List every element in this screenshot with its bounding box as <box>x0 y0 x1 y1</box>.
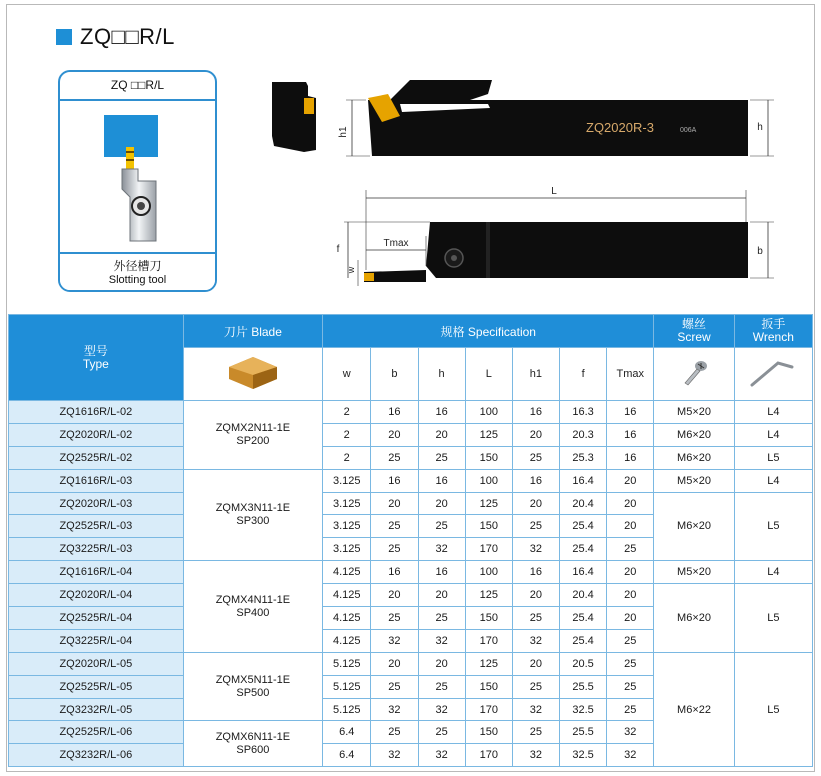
spec-tmax-cell: 25 <box>607 652 654 675</box>
spec-w-cell: 6.4 <box>323 721 371 744</box>
wrench-cell: L5 <box>734 492 812 561</box>
spec-b-cell: 25 <box>371 721 418 744</box>
spec-w-cell: 3.125 <box>323 515 371 538</box>
label-w: w <box>346 266 356 274</box>
spec-h-cell: 20 <box>418 584 465 607</box>
type-cell: ZQ2525R/L-02 <box>9 446 184 469</box>
spec-f-cell: 20.3 <box>560 423 607 446</box>
spec-w-cell: 2 <box>323 423 371 446</box>
spec-l-cell: 150 <box>465 607 512 630</box>
spec-f-cell: 20.4 <box>560 584 607 607</box>
spec-f-cell: 25.4 <box>560 607 607 630</box>
tool-marking: ZQ2020R-3 <box>586 120 654 135</box>
spec-b-cell: 25 <box>371 446 418 469</box>
spec-h1-cell: 16 <box>512 561 559 584</box>
blade-grade: SP400 <box>236 606 270 619</box>
spec-tmax-cell: 25 <box>607 698 654 721</box>
type-cell: ZQ2525R/L-04 <box>9 607 184 630</box>
spec-h-cell: 32 <box>418 538 465 561</box>
spec-tmax-cell: 20 <box>607 584 654 607</box>
spec-w-cell: 4.125 <box>323 584 371 607</box>
screw-cn: 螺丝 <box>682 317 707 331</box>
tool-small-mark: 006A <box>680 127 697 134</box>
spec-h1-cell: 20 <box>512 492 559 515</box>
spec-h-cell: 32 <box>418 698 465 721</box>
blade-code: ZQMX6N11-1E <box>215 730 291 743</box>
wrench-cell: L4 <box>734 469 812 492</box>
type-cell: ZQ1616R/L-04 <box>9 561 184 584</box>
spec-f-cell: 16.3 <box>560 401 607 424</box>
spec-tmax-cell: 16 <box>607 446 654 469</box>
table-row <box>9 446 813 469</box>
col-b: b <box>371 348 418 401</box>
blade-code: ZQMX2N11-1E <box>215 421 291 434</box>
spec-l-cell: 100 <box>465 561 512 584</box>
spec-l-cell: 170 <box>465 538 512 561</box>
spec-h1-cell: 20 <box>512 423 559 446</box>
tool-card <box>58 70 217 292</box>
blade-cell <box>183 721 323 767</box>
spec-l-cell: 125 <box>465 492 512 515</box>
wrench-icon <box>748 357 798 389</box>
wrench-cn: 扳手 <box>761 317 786 331</box>
type-cell: ZQ2020R/L-04 <box>9 584 184 607</box>
tool-drawings <box>260 60 810 300</box>
screw-cell: M6×20 <box>654 584 734 653</box>
spec-h1-cell: 32 <box>512 698 559 721</box>
spec-h-cell: 20 <box>418 492 465 515</box>
spec-h-cell: 20 <box>418 652 465 675</box>
wrench-cell: L5 <box>734 446 812 469</box>
table-row <box>9 584 813 607</box>
spec-h1-cell: 32 <box>512 538 559 561</box>
blade-cell <box>183 652 323 721</box>
spec-b-cell: 16 <box>371 561 418 584</box>
blade-cell <box>183 561 323 653</box>
type-cell: ZQ1616R/L-02 <box>9 401 184 424</box>
spec-h1-cell: 16 <box>512 469 559 492</box>
screw-en: Screw <box>677 330 711 344</box>
spec-w-cell: 5.125 <box>323 698 371 721</box>
spec-w-cell: 5.125 <box>323 652 371 675</box>
spec-l-cell: 150 <box>465 675 512 698</box>
spec-tmax-cell: 20 <box>607 469 654 492</box>
spec-l-cell: 170 <box>465 698 512 721</box>
type-en: Type <box>82 356 109 371</box>
card-caption <box>60 252 215 290</box>
side-view <box>338 80 774 156</box>
screw-cell: M6×20 <box>654 492 734 561</box>
spec-table <box>8 314 813 767</box>
label-h1: h1 <box>338 126 349 138</box>
type-cn: 型号 <box>83 343 108 358</box>
blade-cell <box>183 469 323 561</box>
spec-h-cell: 25 <box>418 515 465 538</box>
col-f: f <box>560 348 607 401</box>
wrench-cell: L5 <box>734 652 812 766</box>
spec-w-cell: 4.125 <box>323 561 371 584</box>
blade-code: ZQMX3N11-1E <box>215 501 291 514</box>
spec-h1-cell: 25 <box>512 515 559 538</box>
label-b: b <box>757 246 763 257</box>
spec-tmax-cell: 25 <box>607 538 654 561</box>
type-cell: ZQ2525R/L-06 <box>9 721 184 744</box>
spec-h-cell: 16 <box>418 401 465 424</box>
spec-tmax-cell: 32 <box>607 744 654 767</box>
spec-b-cell: 25 <box>371 607 418 630</box>
caption-cn: 外径槽刀 <box>113 259 162 273</box>
label-L: L <box>551 186 557 197</box>
table-row <box>9 401 813 424</box>
spec-w-cell: 2 <box>323 401 371 424</box>
screw-icon <box>679 358 709 388</box>
spec-l-cell: 150 <box>465 446 512 469</box>
spec-h-cell: 32 <box>418 629 465 652</box>
title-text: ZQ□□R/L <box>80 24 175 49</box>
spec-f-cell: 25.5 <box>560 721 607 744</box>
screw-cell: M5×20 <box>654 469 734 492</box>
wrench-en: Wrench <box>752 330 794 344</box>
type-cell: ZQ3232R/L-05 <box>9 698 184 721</box>
spec-l-cell: 170 <box>465 744 512 767</box>
spec-f-cell: 16.4 <box>560 561 607 584</box>
spec-b-cell: 32 <box>371 629 418 652</box>
spec-b-cell: 25 <box>371 675 418 698</box>
spec-tmax-cell: 20 <box>607 515 654 538</box>
spec-f-cell: 25.4 <box>560 629 607 652</box>
type-cell: ZQ2525R/L-05 <box>9 675 184 698</box>
blade-image-cell <box>183 348 323 401</box>
table-row <box>9 423 813 446</box>
spec-w-cell: 3.125 <box>323 469 371 492</box>
spec-h-cell: 16 <box>418 561 465 584</box>
screw-cell: M6×20 <box>654 423 734 446</box>
spec-h-cell: 32 <box>418 744 465 767</box>
spec-h1-cell: 25 <box>512 607 559 630</box>
col-spec: 规格 Specification <box>323 315 654 348</box>
spec-tmax-cell: 32 <box>607 721 654 744</box>
slotting-tool-illustration <box>60 101 215 259</box>
spec-f-cell: 20.4 <box>560 492 607 515</box>
spec-b-cell: 20 <box>371 652 418 675</box>
spec-l-cell: 125 <box>465 584 512 607</box>
type-cell: ZQ1616R/L-03 <box>9 469 184 492</box>
spec-h1-cell: 20 <box>512 652 559 675</box>
spec-f-cell: 25.4 <box>560 538 607 561</box>
type-cell: ZQ2020R/L-05 <box>9 652 184 675</box>
table-row <box>9 561 813 584</box>
blade-grade: SP200 <box>236 434 270 447</box>
col-blade: 刀片 Blade <box>183 315 323 348</box>
spec-f-cell: 16.4 <box>560 469 607 492</box>
spec-h-cell: 25 <box>418 607 465 630</box>
spec-b-cell: 20 <box>371 423 418 446</box>
spec-h-cell: 25 <box>418 675 465 698</box>
spec-f-cell: 25.5 <box>560 675 607 698</box>
spec-h-cell: 16 <box>418 469 465 492</box>
screw-cell: M5×20 <box>654 561 734 584</box>
table-row <box>9 469 813 492</box>
spec-tmax-cell: 20 <box>607 492 654 515</box>
spec-tmax-cell: 25 <box>607 675 654 698</box>
spec-f-cell: 32.5 <box>560 744 607 767</box>
spec-b-cell: 32 <box>371 698 418 721</box>
col-type <box>9 315 184 401</box>
spec-f-cell: 25.3 <box>560 446 607 469</box>
spec-h1-cell: 25 <box>512 721 559 744</box>
top-view <box>337 186 774 286</box>
spec-h1-cell: 16 <box>512 401 559 424</box>
end-view <box>272 82 316 152</box>
screw-cell: M6×20 <box>654 446 734 469</box>
spec-h1-cell: 32 <box>512 744 559 767</box>
screw-cell: M5×20 <box>654 401 734 424</box>
spec-l-cell: 125 <box>465 652 512 675</box>
spec-l-cell: 150 <box>465 721 512 744</box>
spec-h-cell: 25 <box>418 446 465 469</box>
col-tmax: Tmax <box>607 348 654 401</box>
blade-code: ZQMX5N11-1E <box>215 673 291 686</box>
spec-h1-cell: 20 <box>512 584 559 607</box>
spec-h1-cell: 25 <box>512 675 559 698</box>
col-h1: h1 <box>512 348 559 401</box>
spec-tmax-cell: 16 <box>607 423 654 446</box>
spec-l-cell: 150 <box>465 515 512 538</box>
label-h: h <box>757 122 763 133</box>
wrench-cell: L4 <box>734 423 812 446</box>
caption-en: Slotting tool <box>108 274 167 286</box>
table-row <box>9 652 813 675</box>
spec-l-cell: 125 <box>465 423 512 446</box>
spec-b-cell: 25 <box>371 515 418 538</box>
title-marker <box>56 29 72 45</box>
spec-w-cell: 5.125 <box>323 675 371 698</box>
wrench-cell: L5 <box>734 584 812 653</box>
spec-b-cell: 16 <box>371 401 418 424</box>
spec-h1-cell: 25 <box>512 446 559 469</box>
type-cell: ZQ3225R/L-04 <box>9 629 184 652</box>
label-tmax: Tmax <box>383 238 409 249</box>
col-screw <box>654 315 734 348</box>
spec-w-cell: 4.125 <box>323 607 371 630</box>
spec-tmax-cell: 20 <box>607 561 654 584</box>
spec-tmax-cell: 20 <box>607 607 654 630</box>
spec-w-cell: 3.125 <box>323 492 371 515</box>
type-cell: ZQ2525R/L-03 <box>9 515 184 538</box>
blade-code: ZQMX4N11-1E <box>215 593 291 606</box>
type-cell: ZQ3232R/L-06 <box>9 744 184 767</box>
spec-f-cell: 25.4 <box>560 515 607 538</box>
spec-w-cell: 2 <box>323 446 371 469</box>
page-title <box>56 24 175 50</box>
col-w: w <box>323 348 371 401</box>
spec-b-cell: 20 <box>371 584 418 607</box>
blade-cell <box>183 401 323 470</box>
spec-l-cell: 170 <box>465 629 512 652</box>
blade-insert-icon <box>223 353 283 393</box>
spec-w-cell: 3.125 <box>323 538 371 561</box>
spec-b-cell: 16 <box>371 469 418 492</box>
type-cell: ZQ2020R/L-02 <box>9 423 184 446</box>
spec-h-cell: 20 <box>418 423 465 446</box>
type-cell: ZQ3225R/L-03 <box>9 538 184 561</box>
wrench-cell: L4 <box>734 561 812 584</box>
wrench-cell: L4 <box>734 401 812 424</box>
spec-l-cell: 100 <box>465 469 512 492</box>
spec-f-cell: 32.5 <box>560 698 607 721</box>
card-header: ZQ □□R/L <box>60 72 215 101</box>
table-row <box>9 492 813 515</box>
spec-h1-cell: 32 <box>512 629 559 652</box>
label-f: f <box>336 244 340 255</box>
spec-h-cell: 25 <box>418 721 465 744</box>
spec-tmax-cell: 16 <box>607 401 654 424</box>
spec-w-cell: 4.125 <box>323 629 371 652</box>
spec-b-cell: 25 <box>371 538 418 561</box>
col-wrench <box>734 315 812 348</box>
screw-image-cell <box>654 348 734 401</box>
wrench-image-cell <box>734 348 812 401</box>
col-h: h <box>418 348 465 401</box>
spec-b-cell: 32 <box>371 744 418 767</box>
blade-grade: SP300 <box>236 514 270 527</box>
col-L: L <box>465 348 512 401</box>
spec-l-cell: 100 <box>465 401 512 424</box>
spec-f-cell: 20.5 <box>560 652 607 675</box>
screw-cell: M6×22 <box>654 652 734 766</box>
spec-table-body <box>9 401 813 767</box>
spec-w-cell: 6.4 <box>323 744 371 767</box>
spec-tmax-cell: 25 <box>607 629 654 652</box>
blade-grade: SP500 <box>236 686 270 699</box>
spec-b-cell: 20 <box>371 492 418 515</box>
type-cell: ZQ2020R/L-03 <box>9 492 184 515</box>
blade-grade: SP600 <box>236 743 270 756</box>
